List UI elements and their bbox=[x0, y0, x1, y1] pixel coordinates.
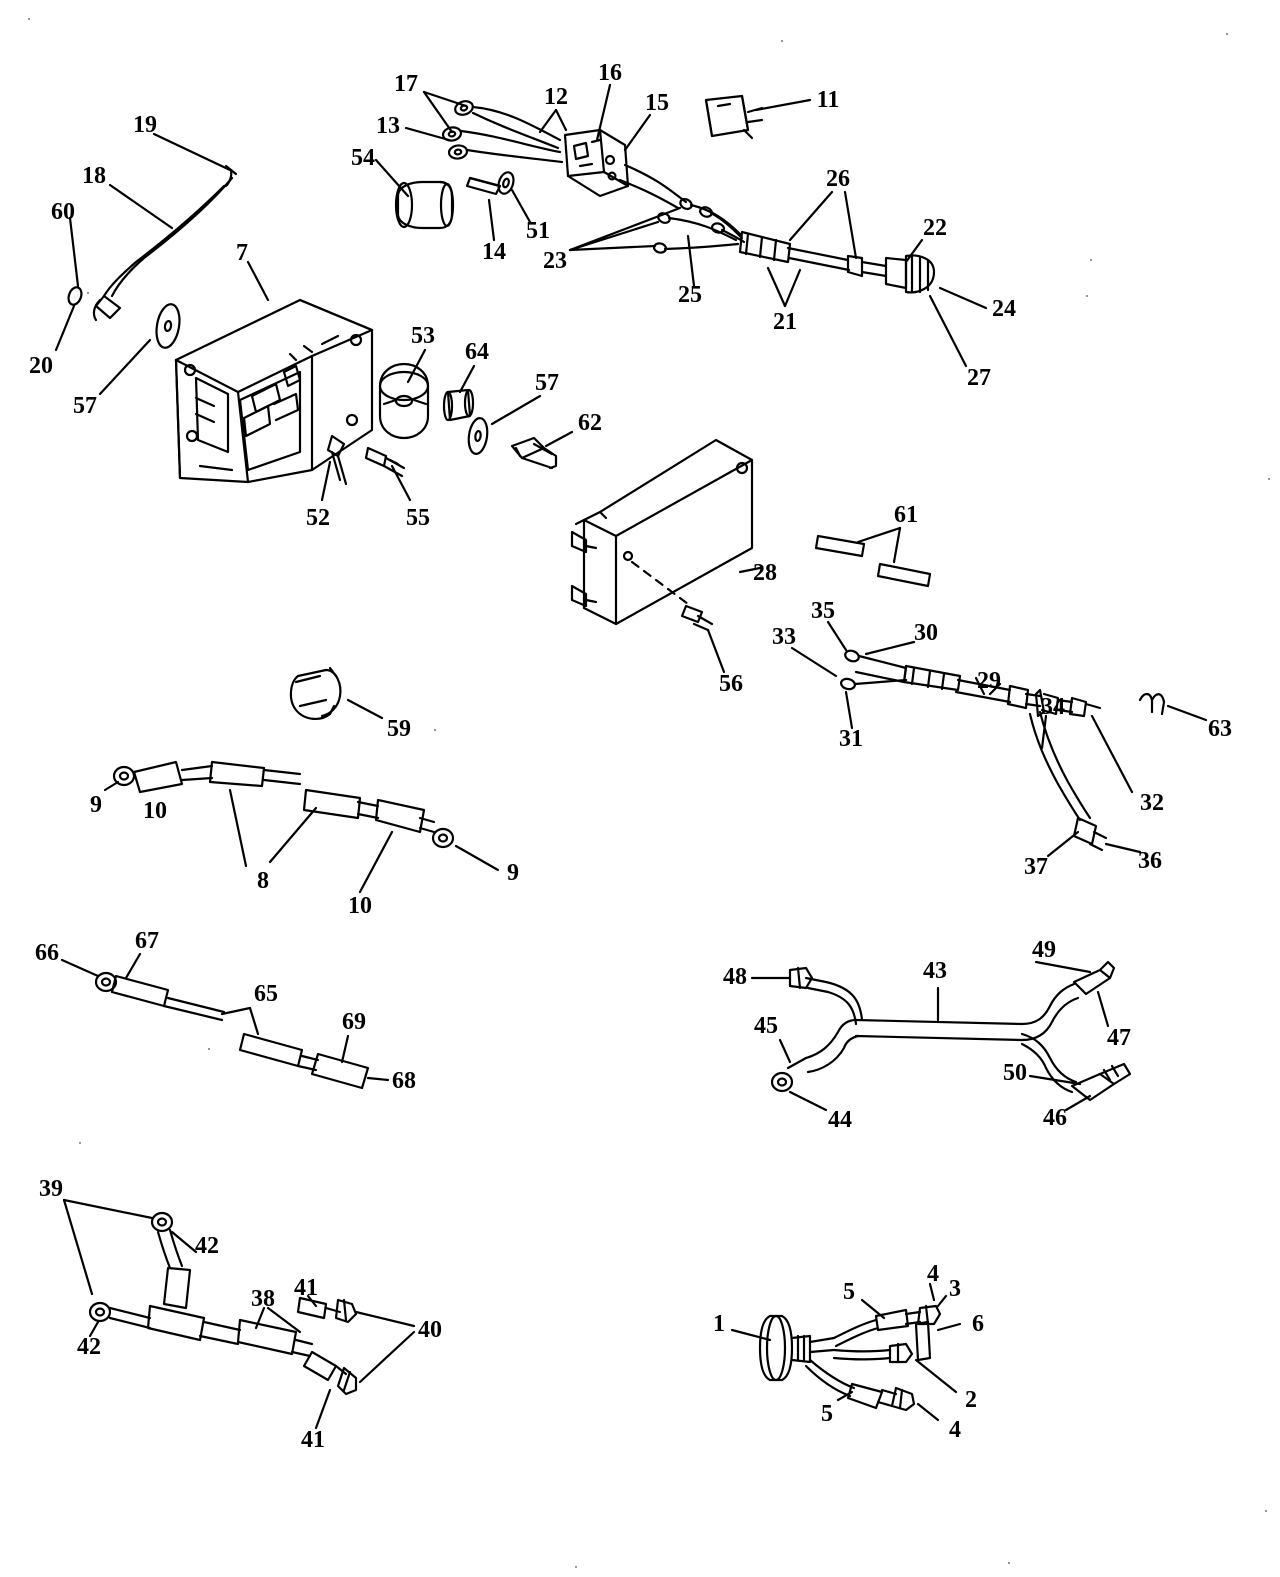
callout-number-5: 5 bbox=[843, 1279, 855, 1305]
callout-number-15: 15 bbox=[645, 90, 669, 116]
callout-number-46: 46 bbox=[1043, 1105, 1067, 1131]
callout-number-43: 43 bbox=[923, 958, 947, 984]
scan-speck bbox=[208, 1048, 210, 1050]
callout-number-10: 10 bbox=[143, 798, 167, 824]
callout-number-1: 1 bbox=[713, 1311, 725, 1337]
scan-speck bbox=[575, 1566, 577, 1568]
callout-number-14: 14 bbox=[482, 239, 506, 265]
callout-number-62: 62 bbox=[578, 410, 602, 436]
scan-speck bbox=[1086, 295, 1088, 297]
callout-number-16: 16 bbox=[598, 60, 622, 86]
callout-number-9: 9 bbox=[507, 860, 519, 886]
callout-number-12: 12 bbox=[544, 84, 568, 110]
callout-number-35: 35 bbox=[811, 598, 835, 624]
callout-number-33: 33 bbox=[772, 624, 796, 650]
scan-speck bbox=[79, 1142, 81, 1144]
callout-number-13: 13 bbox=[376, 113, 400, 139]
callout-number-19: 19 bbox=[133, 112, 157, 138]
callout-number-68: 68 bbox=[392, 1068, 416, 1094]
callout-number-57: 57 bbox=[535, 370, 559, 396]
callout-number-63: 63 bbox=[1208, 716, 1232, 742]
callout-number-31: 31 bbox=[839, 726, 863, 752]
callout-number-24: 24 bbox=[992, 296, 1016, 322]
callout-number-67: 67 bbox=[135, 928, 159, 954]
callout-number-6: 6 bbox=[972, 1311, 984, 1337]
scan-speck bbox=[87, 292, 89, 294]
callout-number-61: 61 bbox=[894, 502, 918, 528]
callout-number-20: 20 bbox=[29, 353, 53, 379]
callout-number-41: 41 bbox=[301, 1427, 325, 1453]
callout-number-18: 18 bbox=[82, 163, 106, 189]
scan-speck bbox=[1090, 259, 1092, 261]
callout-number-56: 56 bbox=[719, 671, 743, 697]
callout-number-4: 4 bbox=[927, 1261, 939, 1287]
callout-number-27: 27 bbox=[967, 365, 991, 391]
callout-number-54: 54 bbox=[351, 145, 375, 171]
callout-number-51: 51 bbox=[526, 218, 550, 244]
callout-number-59: 59 bbox=[387, 716, 411, 742]
callout-number-42: 42 bbox=[195, 1233, 219, 1259]
callout-number-7: 7 bbox=[236, 240, 248, 266]
callout-number-65: 65 bbox=[254, 981, 278, 1007]
callout-number-21: 21 bbox=[773, 309, 797, 335]
callout-number-41: 41 bbox=[294, 1275, 318, 1301]
scan-speck bbox=[1265, 1510, 1267, 1512]
callout-number-11: 11 bbox=[816, 87, 840, 113]
callout-number-26: 26 bbox=[826, 166, 850, 192]
callout-number-38: 38 bbox=[251, 1286, 275, 1312]
callout-number-23: 23 bbox=[543, 248, 567, 274]
callout-number-55: 55 bbox=[406, 505, 430, 531]
callout-number-36: 36 bbox=[1138, 848, 1162, 874]
callout-number-60: 60 bbox=[51, 199, 75, 225]
callout-number-53: 53 bbox=[411, 323, 435, 349]
callout-number-30: 30 bbox=[914, 620, 938, 646]
callout-number-69: 69 bbox=[342, 1009, 366, 1035]
callout-number-47: 47 bbox=[1107, 1025, 1131, 1051]
callout-number-2: 2 bbox=[965, 1387, 977, 1413]
scan-speck bbox=[1268, 478, 1270, 480]
callout-number-3: 3 bbox=[949, 1276, 961, 1302]
callout-number-64: 64 bbox=[465, 339, 489, 365]
scan-speck bbox=[781, 40, 783, 42]
callout-number-45: 45 bbox=[754, 1013, 778, 1039]
callout-number-25: 25 bbox=[678, 282, 702, 308]
scan-speck bbox=[28, 18, 30, 20]
callout-number-42: 42 bbox=[77, 1334, 101, 1360]
callout-number-57: 57 bbox=[73, 393, 97, 419]
callout-number-8: 8 bbox=[257, 868, 269, 894]
callout-number-29: 29 bbox=[977, 668, 1001, 694]
callout-number-52: 52 bbox=[306, 505, 330, 531]
callout-number-37: 37 bbox=[1024, 854, 1048, 880]
callout-number-39: 39 bbox=[39, 1176, 63, 1202]
callout-number-66: 66 bbox=[35, 940, 59, 966]
callout-number-17: 17 bbox=[394, 71, 418, 97]
callout-number-28: 28 bbox=[753, 560, 777, 586]
callout-number-50: 50 bbox=[1003, 1060, 1027, 1086]
callout-number-5: 5 bbox=[821, 1401, 833, 1427]
callout-number-40: 40 bbox=[418, 1317, 442, 1343]
callout-number-44: 44 bbox=[828, 1107, 852, 1133]
callout-number-22: 22 bbox=[923, 215, 947, 241]
callout-number-48: 48 bbox=[723, 964, 747, 990]
callout-number-32: 32 bbox=[1140, 790, 1164, 816]
callout-number-10: 10 bbox=[348, 893, 372, 919]
callout-number-9: 9 bbox=[90, 792, 102, 818]
scan-speck bbox=[1226, 33, 1228, 35]
callout-number-49: 49 bbox=[1032, 937, 1056, 963]
callout-number-4: 4 bbox=[949, 1417, 961, 1443]
scan-speck bbox=[1008, 1562, 1010, 1564]
scan-speck bbox=[434, 729, 436, 731]
callout-number-34: 34 bbox=[1041, 694, 1065, 720]
